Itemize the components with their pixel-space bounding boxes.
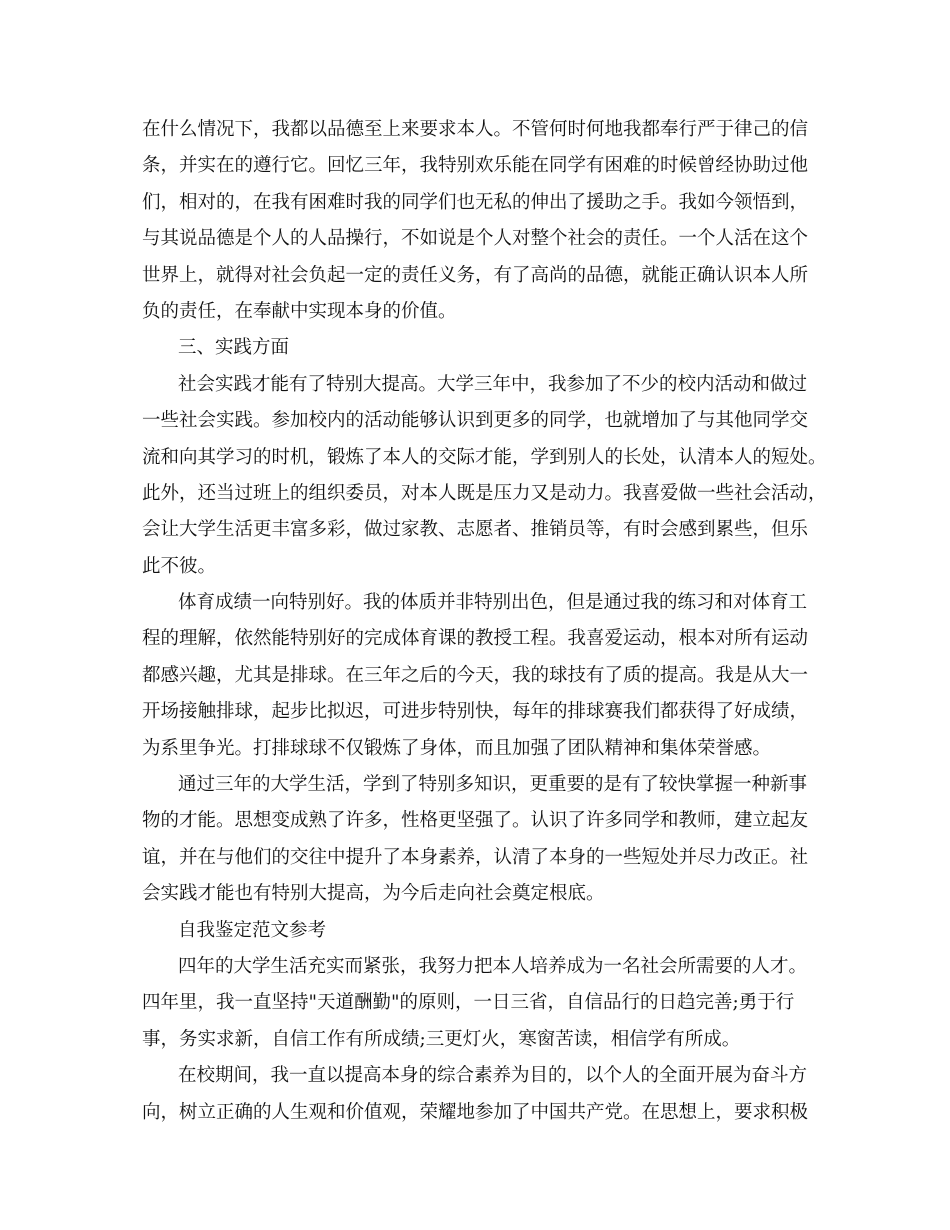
text-line: 四年的大学生活充实而紧张，我努力把本人培养成为一名社会所需要的人才。 <box>178 955 808 977</box>
text-line: 们，相对的，在我有困难时我的同学们也无私的伸出了援助之手。我如今领悟到， <box>142 191 809 213</box>
text-line: 体育成绩一向特别好。我的体质并非特别出色，但是通过我的练习和对体育工 <box>178 592 808 614</box>
text-line: 通过三年的大学生活，学到了特别多知识，更重要的是有了较快掌握一种新事 <box>178 774 808 796</box>
text-line: 事，务实求新，自信工作有所成绩;三更灯火，寒窗苦读，相信学有所成。 <box>142 1028 741 1050</box>
text-line: 会实践才能也有特别大提高，为今后走向社会奠定根底。 <box>142 883 605 905</box>
text-line: 流和向其学习的时机，锻炼了本人的交际才能，学到别人的长处，认清本人的短处。 <box>142 446 827 468</box>
text-line: 会让大学生活更丰富多彩，做过家教、志愿者、推销员等，有时会感到累些，但乐 <box>142 519 809 541</box>
text-line: 程的理解，依然能特别好的完成体育课的教授工程。我喜爱运动，根本对所有运动 <box>142 628 809 650</box>
text-line: 在什么情况下，我都以品德至上来要求本人。不管何时何地我都奉行严于律己的信 <box>142 119 809 140</box>
text-line: 向，树立正确的人生观和价值观，荣耀地参加了中国共产党。在思想上，要求积极 <box>142 1101 809 1123</box>
text-line: 负的责任，在奉献中实现本身的价值。 <box>142 300 457 322</box>
text-line: 为系里争光。打排球球不仅锻炼了身体，而且加强了团队精神和集体荣誉感。 <box>142 737 772 759</box>
text-line: 此不彼。 <box>142 555 217 577</box>
text-line: 都感兴趣，尤其是排球。在三年之后的今天，我的球技有了质的提高。我是从大一 <box>142 664 809 686</box>
text-line: 与其说品德是个人的人品操行，不如说是个人对整个社会的责任。一个人活在这个 <box>142 228 809 250</box>
document-body <box>142 112 826 1131</box>
text-line: 此外，还当过班上的组织委员，对本人既是压力又是动力。我喜爱做一些社会活动， <box>142 482 827 504</box>
text-line: 一些社会实践。参加校内的活动能够认识到更多的同学，也就增加了与其他同学交 <box>142 410 809 432</box>
text-line: 在校期间，我一直以提高本身的综合素养为目的，以个人的全面开展为奋斗方 <box>178 1065 808 1087</box>
text-line: 开场接触排球，起步比拟迟，可进步特别快，每年的排球赛我们都获得了好成绩， <box>142 701 809 723</box>
text-line: 四年里，我一直坚持"天道酬勤"的原则，一日三省，自信品行的日趋完善;勇于行 <box>142 992 795 1014</box>
text-line: 条，并实在的遵行它。回忆三年，我特别欢乐能在同学有困难的时候曾经协助过他 <box>142 155 809 177</box>
section-heading: 三、实践方面 <box>178 337 290 359</box>
text-line: 谊，并在与他们的交往中提升了本身素养，认清了本身的一些短处并尽力改正。社 <box>142 846 809 868</box>
text-line: 物的才能。思想变成熟了许多，性格更坚强了。认识了许多同学和教师，建立起友 <box>142 810 809 832</box>
text-line: 世界上，就得对社会负起一定的责任义务，有了高尚的品德，就能正确认识本人所 <box>142 264 809 286</box>
text-line: 社会实践才能有了特别大提高。大学三年中，我参加了不少的校内活动和做过 <box>178 373 808 395</box>
section-heading: 自我鉴定范文参考 <box>178 919 327 941</box>
